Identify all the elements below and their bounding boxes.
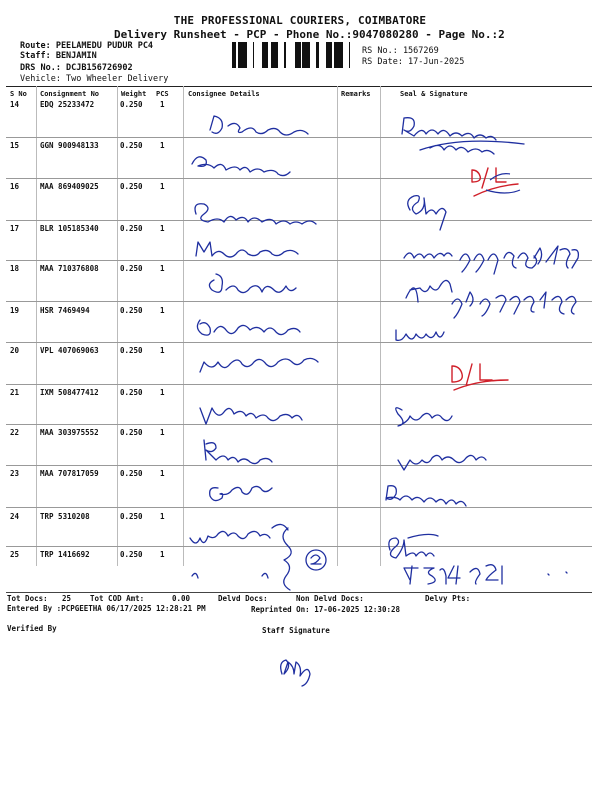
staff: Staff: BENJAMIN [20, 51, 97, 61]
col-header-consignee: Consignee Details [188, 90, 260, 98]
row-pcs: 1 [160, 346, 165, 355]
runsheet-title: Delivery Runsheet - PCP - Phone No.:9047080280 - Page No.:2 [114, 28, 505, 41]
row-pcs: 1 [160, 512, 165, 521]
row-sno: 20 [10, 346, 20, 355]
row-consignment-no: IXM 508477412 [40, 388, 99, 397]
row-sno: 21 [10, 388, 20, 397]
tot-docs-label: Tot Docs: [7, 594, 48, 603]
handwriting-seal [396, 330, 444, 340]
handwriting-seal [386, 486, 466, 506]
row-sno: 15 [10, 141, 20, 150]
col-header-sno: S No [10, 90, 27, 98]
row-weight: 0.250 [120, 306, 143, 315]
rs-date: RS Date: 17-Jun-2025 [362, 57, 465, 67]
tot-docs-value: 25 [62, 594, 72, 603]
row-weight: 0.250 [120, 346, 143, 355]
handwriting-consignee [210, 116, 308, 135]
row-weight: 0.250 [120, 550, 143, 559]
handwriting-consignee [195, 204, 316, 224]
row-sno: 19 [10, 306, 20, 315]
row-pcs: 1 [160, 428, 165, 437]
row-pcs: 1 [160, 224, 165, 233]
handwriting-seal [408, 196, 446, 230]
handwriting-consignee [209, 274, 296, 293]
handwriting-circle-2 [311, 555, 321, 564]
handwriting-dots [548, 572, 567, 575]
handwriting-seal [404, 253, 452, 258]
vehicle: Vehicle: Two Wheeler Delivery [20, 74, 169, 84]
handwriting-consignee [200, 358, 318, 372]
table-bottom-rule [6, 592, 592, 593]
handwriting-seal [389, 534, 438, 558]
non-delvd-docs: Non Delvd Docs: [296, 594, 364, 603]
row-weight: 0.250 [120, 428, 143, 437]
col-header-remarks: Remarks [341, 90, 371, 98]
handwriting-seal [486, 174, 520, 193]
row-sno: 22 [10, 428, 20, 437]
route: Route: PEELAMEDU PUDUR PC4 [20, 41, 154, 51]
entered-by: Entered By :PCPGEETHA 06/17/2025 12:28:21 PM [7, 604, 206, 613]
row-weight: 0.250 [120, 182, 143, 191]
row-pcs: 1 [160, 182, 165, 191]
handwriting-consignee [204, 440, 272, 464]
row-weight: 0.250 [120, 469, 143, 478]
handwriting-seal [396, 408, 452, 426]
row-pcs: 1 [160, 141, 165, 150]
staff-signature-label: Staff Signature [262, 626, 330, 635]
row-pcs: 1 [160, 550, 165, 559]
handwriting-brace [283, 528, 291, 590]
row-sno: 14 [10, 100, 20, 109]
row-pcs: 1 [160, 100, 165, 109]
handwriting-consignee [192, 573, 268, 578]
col-header-consignment: Consignment No [40, 90, 100, 98]
row-sno: 17 [10, 224, 20, 233]
handwriting-seal [404, 565, 502, 584]
row-consignment-no: BLR 105185340 [40, 224, 99, 233]
row-consignment-no: VPL 407069063 [40, 346, 99, 355]
dl-stamp [452, 364, 508, 390]
row-consignment-no: EDQ 25233472 [40, 100, 95, 109]
delvd-docs: Delvd Docs: [218, 594, 268, 603]
handwriting-consignee [210, 486, 272, 500]
row-consignment-no: MAA 303975552 [40, 428, 99, 437]
row-pcs: 1 [160, 469, 165, 478]
verified-by: Verified By [7, 624, 57, 633]
row-sno: 16 [10, 182, 20, 191]
col-header-pcs: PCS [156, 90, 169, 98]
row-pcs: 1 [160, 264, 165, 273]
row-pcs: 1 [160, 306, 165, 315]
reprinted-on: Reprinted On: 17-06-2025 12:30:28 [251, 605, 401, 614]
company-name: THE PROFESSIONAL COURIERS, COIMBATORE [173, 14, 427, 27]
handwriting-consignee [200, 408, 302, 424]
handwriting-seal [406, 280, 452, 302]
delvy-pts: Delvy Pts: [425, 594, 471, 603]
handwriting-seal [460, 246, 578, 274]
handwriting-consignee [197, 320, 300, 335]
handwriting-consignee [192, 157, 290, 176]
row-consignment-no: HSR 7469494 [40, 306, 90, 315]
drs-number: DRS No.: DCJB156726902 [20, 63, 133, 73]
row-weight: 0.250 [120, 100, 143, 109]
handwriting-circle [306, 550, 326, 570]
staff-signature [281, 660, 310, 686]
handwriting-seal [452, 292, 576, 318]
row-sno: 25 [10, 550, 20, 559]
rs-number: RS No.: 1567269 [362, 46, 439, 56]
row-sno: 23 [10, 469, 20, 478]
row-sno: 24 [10, 512, 20, 521]
handwriting-consignee [190, 524, 288, 543]
row-pcs: 1 [160, 388, 165, 397]
handwriting-consignee [196, 242, 298, 257]
col-header-seal: Seal & Signature [400, 90, 468, 98]
row-weight: 0.250 [120, 141, 143, 150]
tot-cod-label: Tot COD Amt: [90, 594, 145, 603]
row-consignment-no: MAA 710376808 [40, 264, 99, 273]
handwriting-seal [402, 118, 524, 154]
row-consignment-no: GGN 900948133 [40, 141, 99, 150]
row-weight: 0.250 [120, 264, 143, 273]
row-consignment-no: TRP 1416692 [40, 550, 90, 559]
row-consignment-no: TRP 5310208 [40, 512, 90, 521]
row-weight: 0.250 [120, 512, 143, 521]
row-consignment-no: MAA 707817059 [40, 469, 99, 478]
row-weight: 0.250 [120, 388, 143, 397]
row-weight: 0.250 [120, 224, 143, 233]
tot-cod-value: 0.00 [172, 594, 191, 603]
row-consignment-no: MAA 869409025 [40, 182, 99, 191]
row-sno: 18 [10, 264, 20, 273]
handwriting-seal [398, 455, 486, 470]
col-header-weight: Weight [121, 90, 147, 98]
